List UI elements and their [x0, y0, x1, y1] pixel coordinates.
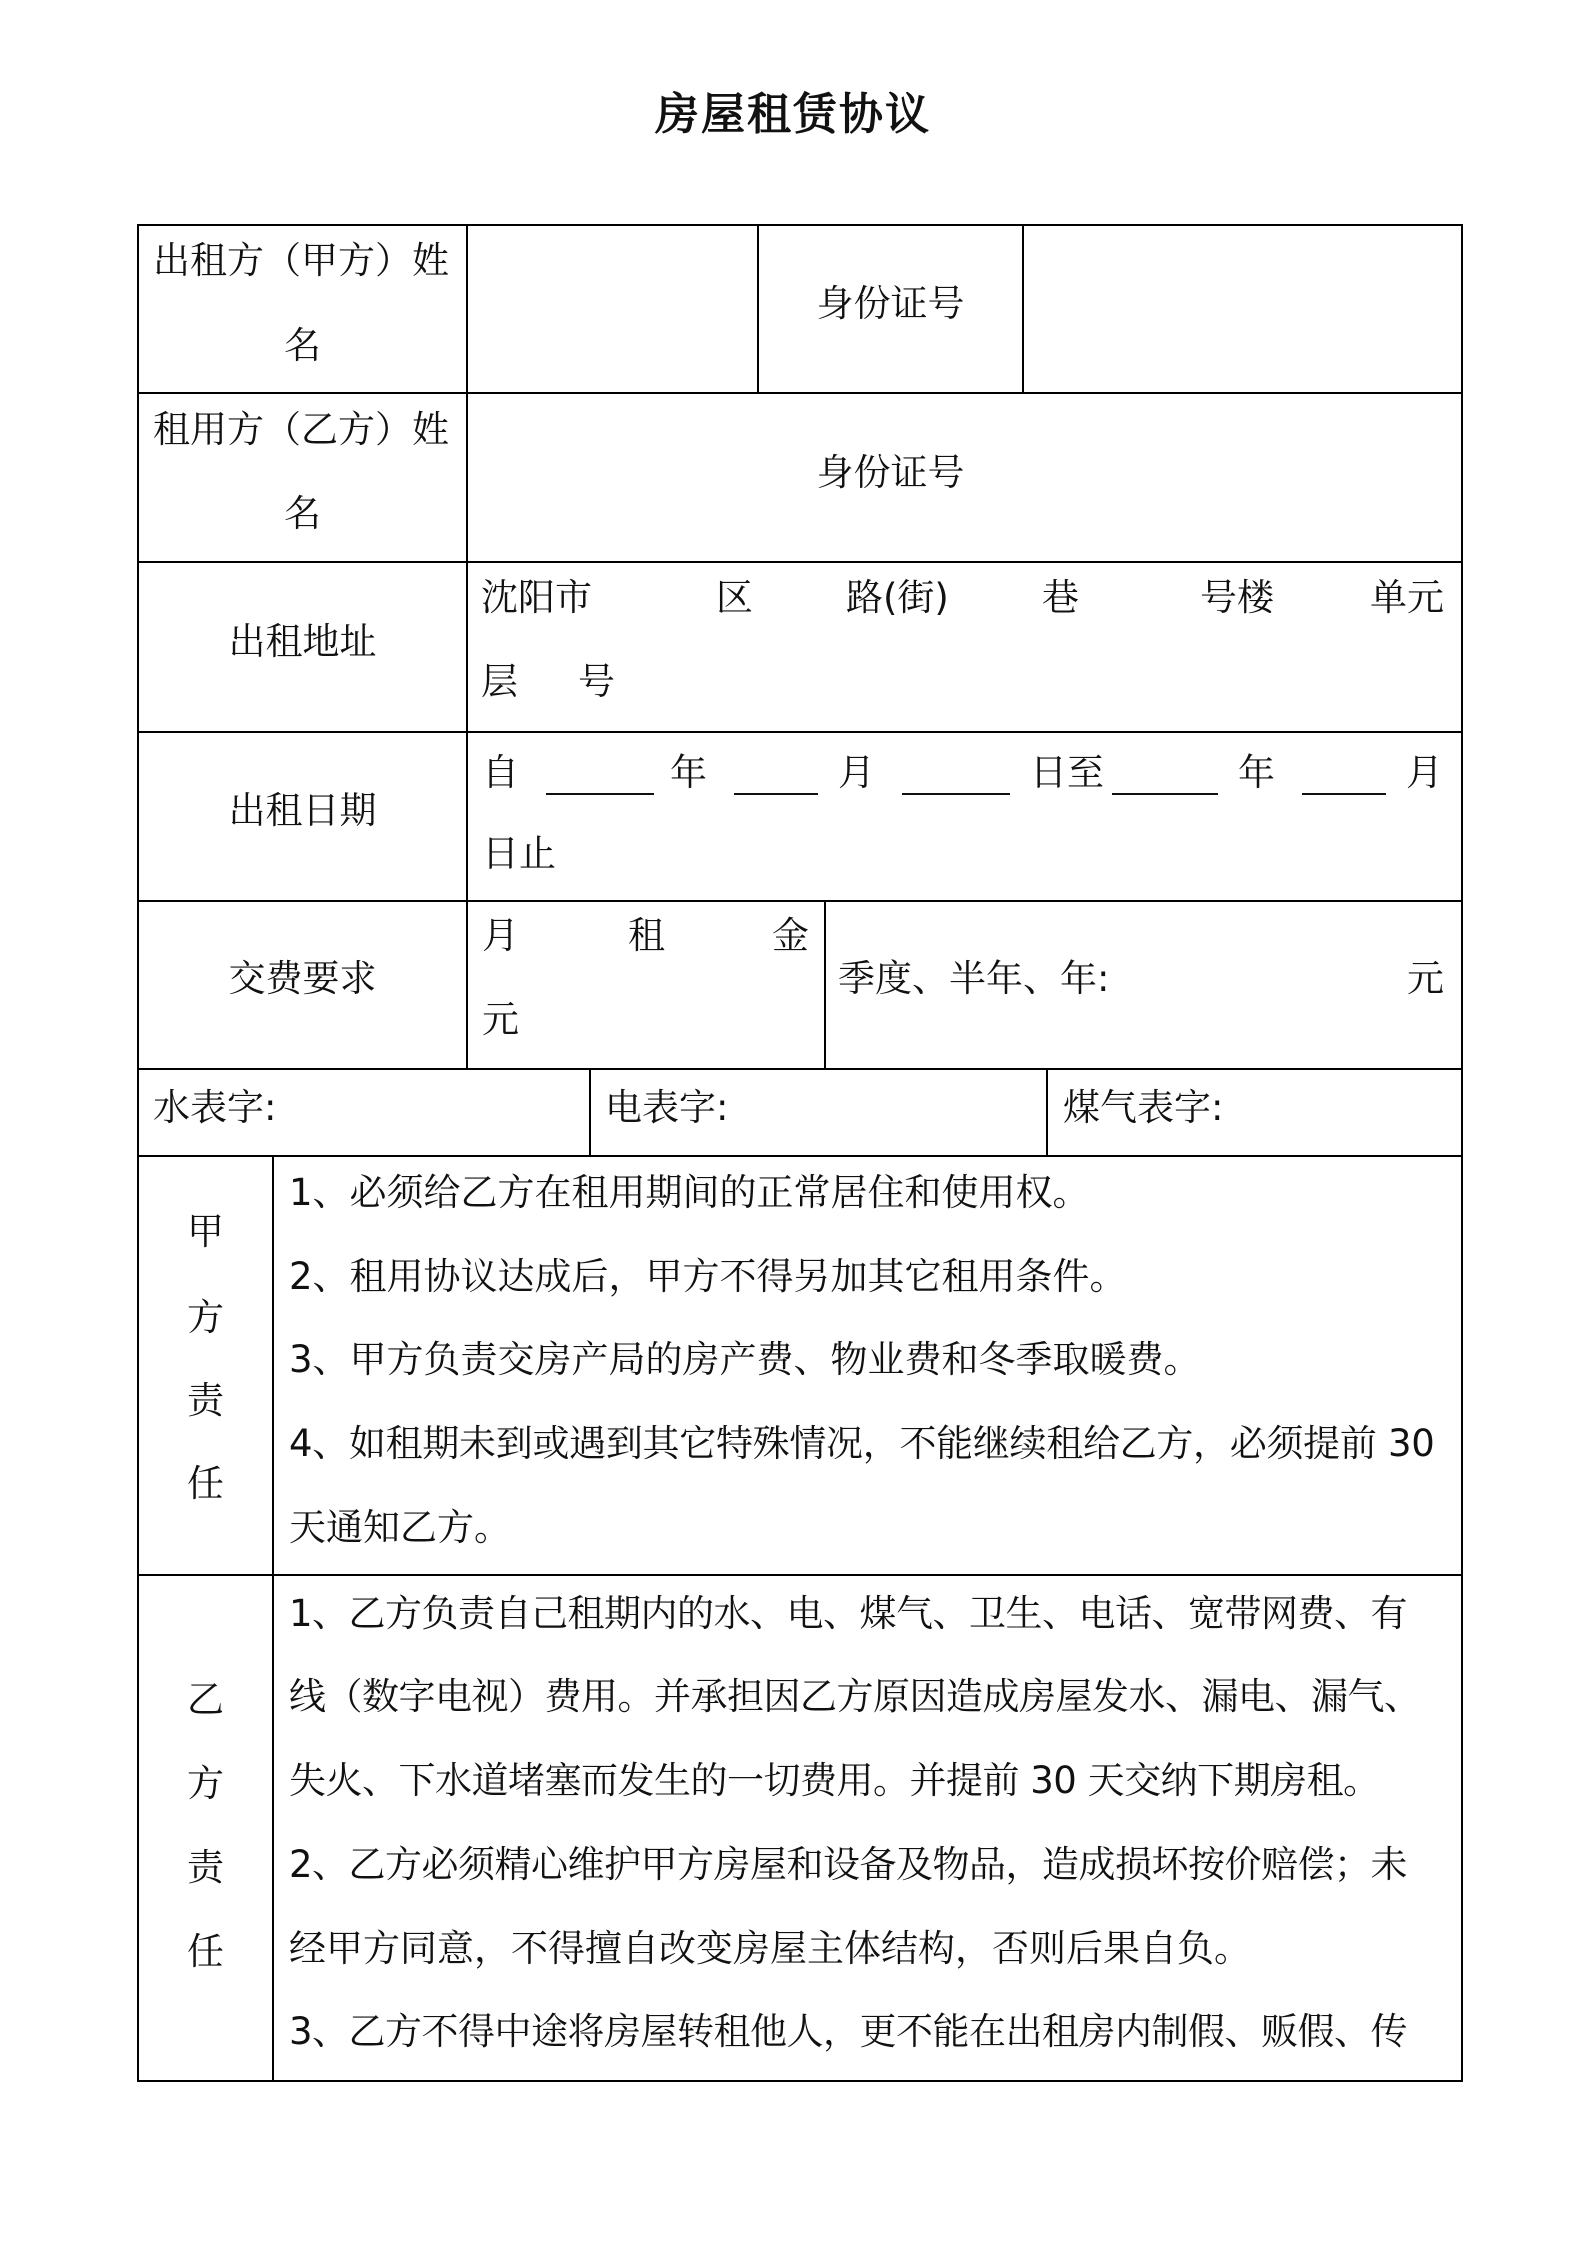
lessee-name-label-cont: 名 — [284, 492, 321, 535]
clause-line: 2、租用协议达成后，甲方不得另加其它租用条件。 — [289, 1255, 1127, 1298]
address-city: 沈阳市 — [481, 576, 592, 619]
party-a-label-char: 方 — [187, 1296, 224, 1339]
lessor-name-label-cont: 名 — [284, 324, 321, 367]
date-year-1: 年 — [670, 751, 707, 794]
clause-line: 2、乙方必须精心维护甲方房屋和设备及物品，造成损坏按价赔偿；未 — [289, 1843, 1408, 1886]
date-to: 日至 — [1030, 751, 1104, 794]
address-road: 路(街) — [846, 576, 949, 619]
clause-line: 4、如租期未到或遇到其它特殊情况，不能继续租给乙方，必须提前 30 — [289, 1422, 1435, 1465]
date-month-2: 月 — [1406, 751, 1443, 794]
clause-line: 天通知乙方。 — [289, 1506, 511, 1549]
period-rent-label: 季度、半年、年: — [838, 957, 1110, 1000]
address-unit: 单元 — [1370, 576, 1444, 619]
start-year-blank[interactable] — [546, 753, 654, 795]
monthly-rent-char-2: 租 — [628, 914, 665, 957]
clause-line: 经甲方同意，不得擅自改变房屋主体结构，否则后果自负。 — [289, 1927, 1251, 1970]
clause-line: 线（数字电视）费用。并承担因乙方原因造成房屋发水、漏电、漏气、 — [289, 1675, 1421, 1718]
lessee-name-field[interactable] — [468, 394, 757, 561]
lessee-name-label: 租用方（乙方）姓 — [153, 408, 449, 451]
party-b-label-char: 方 — [187, 1762, 224, 1805]
fee-label: 交费要求 — [228, 957, 377, 1000]
monthly-rent-char-3: 金 — [772, 914, 809, 957]
start-month-blank[interactable] — [734, 753, 818, 795]
lessor-name-label: 出租方（甲方）姓 — [153, 239, 449, 282]
clause-line: 1、必须给乙方在租用期间的正常居住和使用权。 — [289, 1171, 1090, 1214]
clause-line: 3、乙方不得中途将房屋转租他人，更不能在出租房内制假、贩假、传 — [289, 2010, 1408, 2053]
lessee-id-label: 身份证号 — [816, 451, 965, 494]
clause-line: 1、乙方负责自己租期内的水、电、煤气、卫生、电话、宽带网费、有 — [289, 1592, 1408, 1635]
party-b-label-char: 乙 — [187, 1678, 224, 1721]
period-rent-unit: 元 — [1407, 957, 1444, 1000]
party-b-label-char: 任 — [187, 1930, 224, 1973]
lessor-name-field[interactable] — [468, 226, 757, 392]
address-district: 区 — [716, 576, 753, 619]
date-year-2: 年 — [1238, 751, 1275, 794]
start-day-blank[interactable] — [902, 753, 1010, 795]
lessor-id-label: 身份证号 — [816, 282, 965, 325]
document-title: 房屋租赁协议 — [655, 89, 931, 140]
end-year-blank[interactable] — [1112, 753, 1218, 795]
party-a-label-char: 甲 — [187, 1210, 224, 1253]
date-end-text: 日止 — [482, 832, 556, 875]
monthly-rent-char-1: 月 — [482, 914, 519, 957]
date-from: 自 — [482, 751, 519, 794]
address-label: 出租地址 — [228, 620, 377, 663]
electric-meter-label[interactable]: 电表字: — [605, 1086, 729, 1129]
address-building: 号楼 — [1200, 576, 1274, 619]
address-floor: 层 — [481, 660, 518, 703]
end-month-blank[interactable] — [1302, 753, 1386, 795]
gas-meter-label[interactable]: 煤气表字: — [1063, 1086, 1224, 1129]
address-lane: 巷 — [1042, 576, 1079, 619]
party-a-label-char: 责 — [187, 1379, 224, 1422]
monthly-rent-unit: 元 — [482, 998, 519, 1041]
party-b-label-char: 责 — [187, 1846, 224, 1889]
date-label: 出租日期 — [228, 789, 377, 832]
clause-line: 3、甲方负责交房产局的房产费、物业费和冬季取暖费。 — [289, 1338, 1201, 1381]
water-meter-label[interactable]: 水表字: — [153, 1086, 277, 1129]
lessor-id-field[interactable] — [1024, 226, 1461, 392]
clause-line: 失火、下水道堵塞而发生的一切费用。并提前 30 天交纳下期房租。 — [289, 1759, 1380, 1802]
party-a-label-char: 任 — [187, 1462, 224, 1505]
lessee-id-field[interactable] — [1024, 394, 1461, 561]
address-number: 号 — [578, 660, 615, 703]
date-month-1: 月 — [838, 751, 875, 794]
